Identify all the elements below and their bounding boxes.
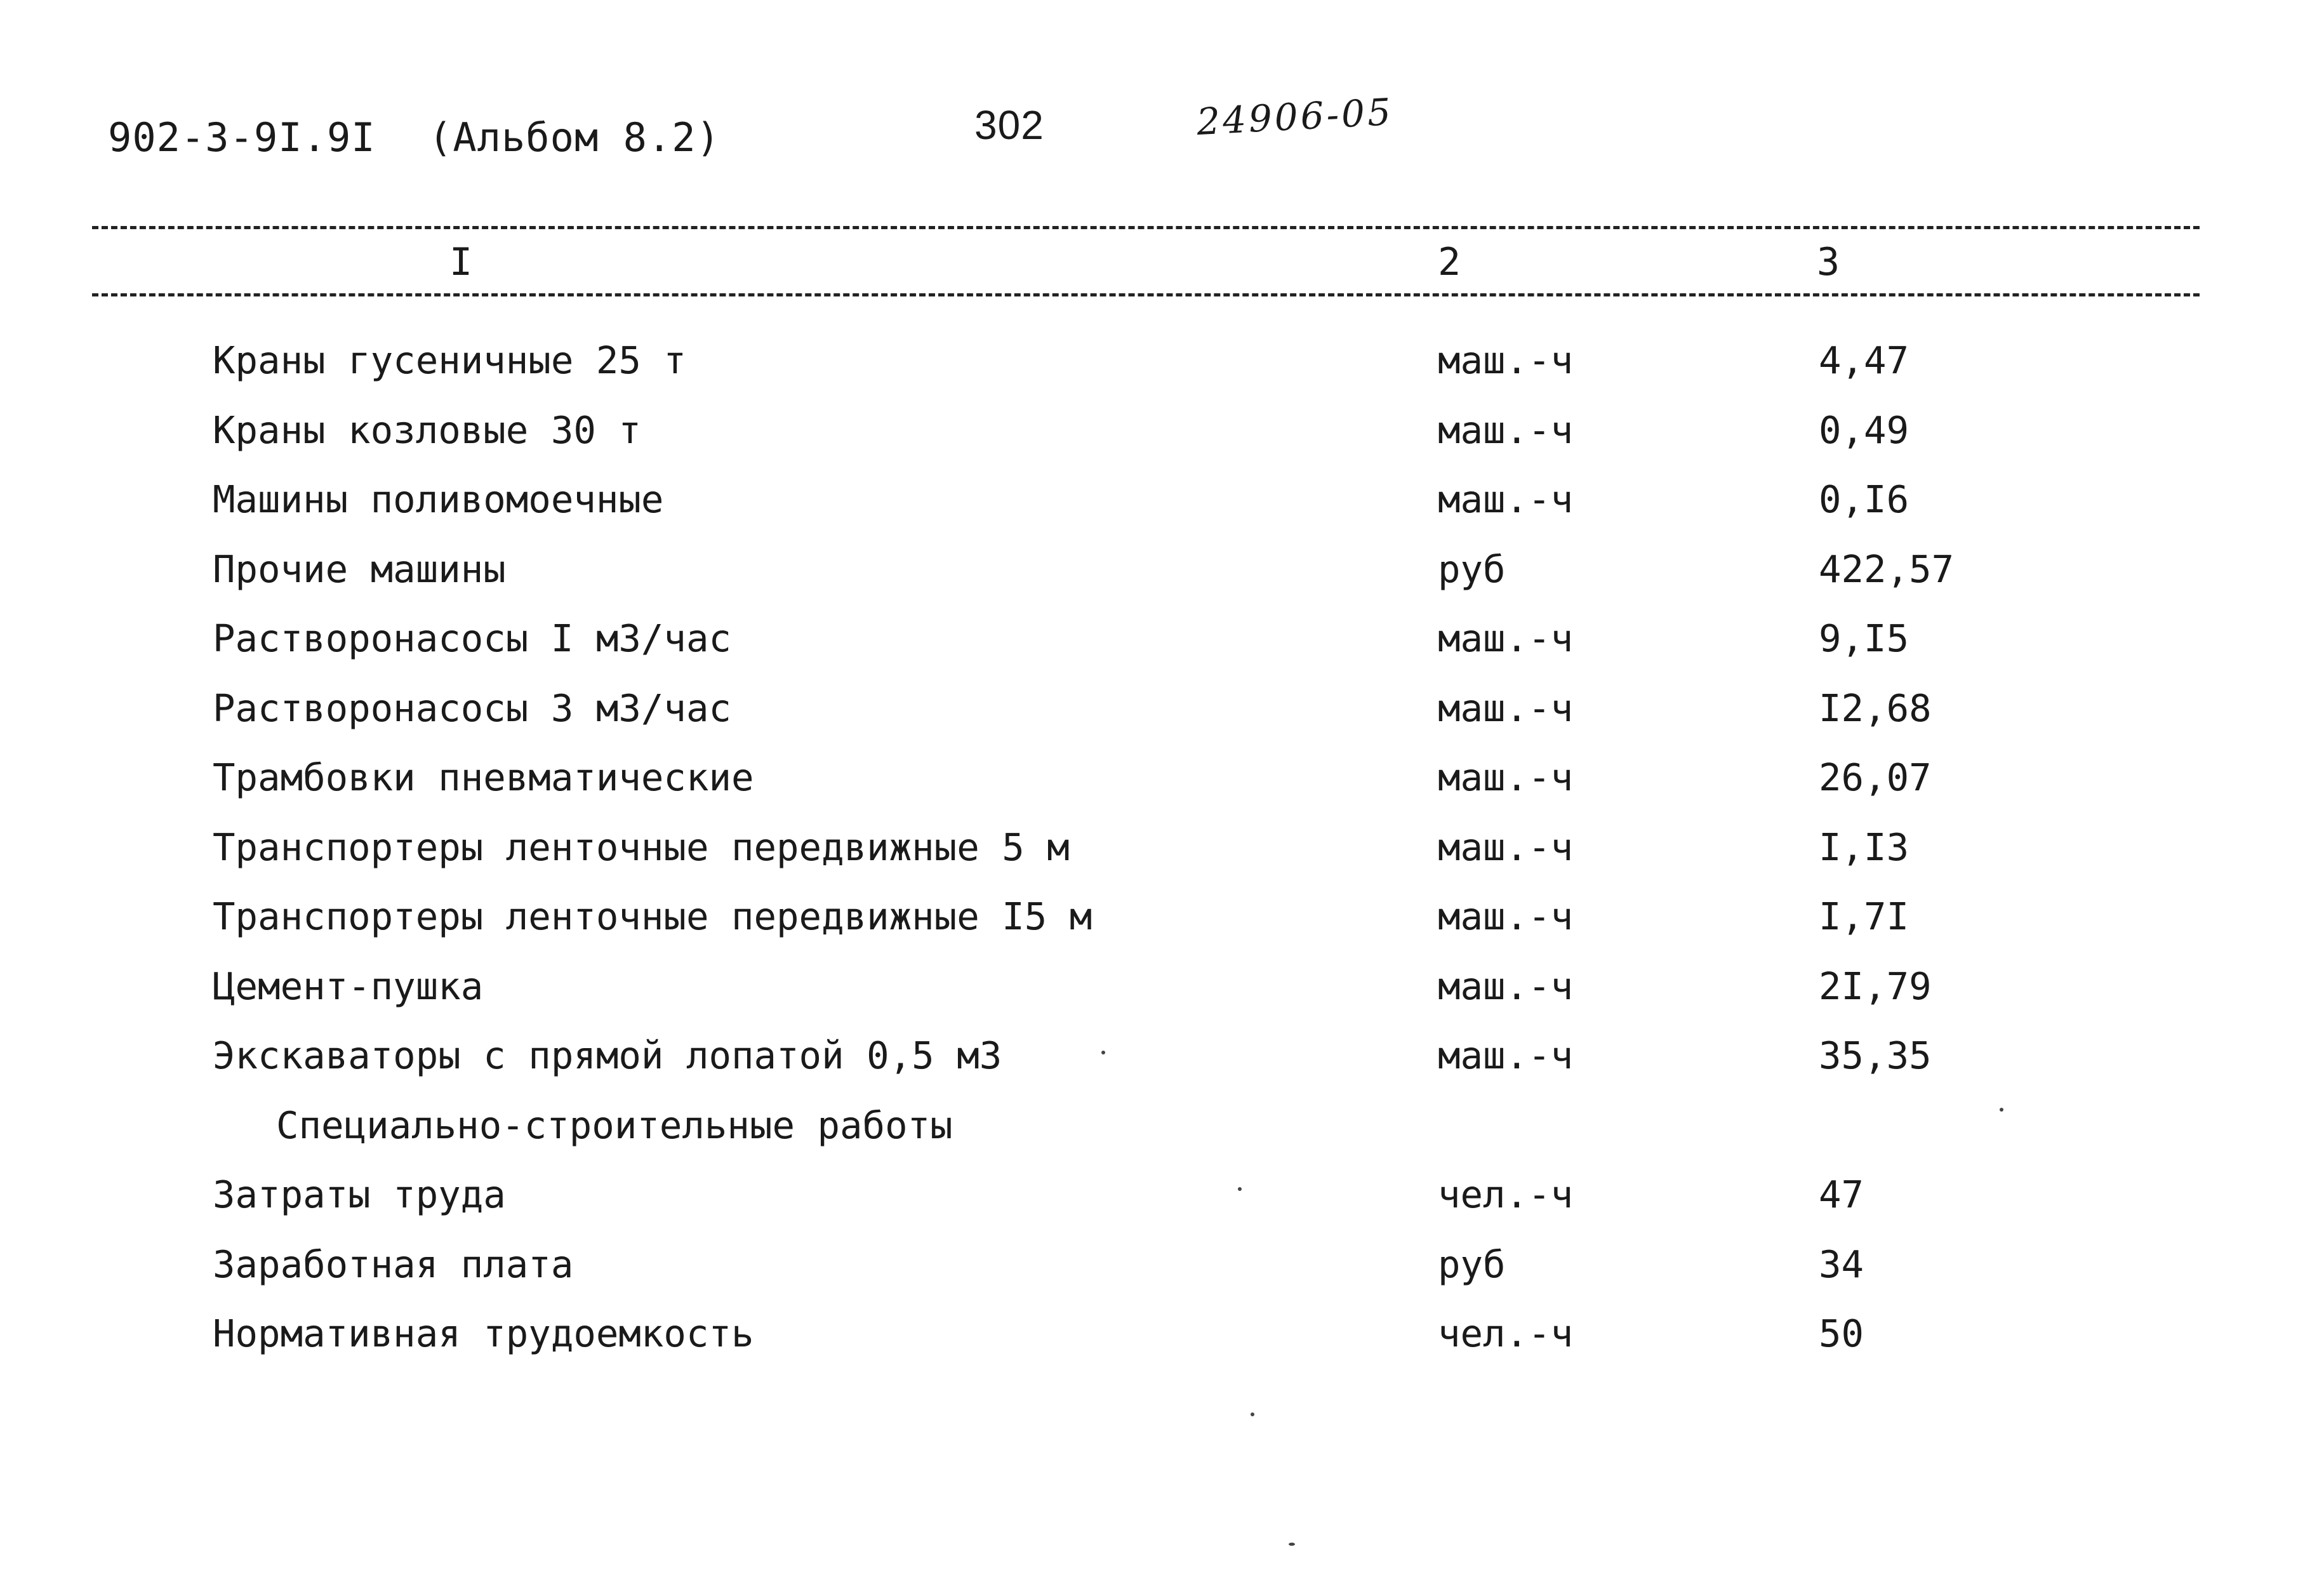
column-header-2: 2	[1438, 240, 1461, 284]
row-name: Транспортеры ленточные передвижные I5 м	[213, 894, 1092, 938]
table-row	[0, 613, 2324, 683]
scan-speck	[1289, 1543, 1295, 1546]
row-value: 9,I5	[1819, 616, 1909, 660]
row-unit: руб	[1438, 1242, 1506, 1286]
row-name: Цемент-пушка	[213, 964, 484, 1008]
table-row	[0, 474, 2324, 544]
row-value: 35,35	[1819, 1033, 1932, 1077]
table-row	[0, 683, 2324, 753]
row-unit: маш.-ч	[1438, 964, 1574, 1008]
row-name: Затраты труда	[213, 1173, 506, 1216]
row-name: Экскаваторы с прямой лопатой 0,5 м3	[213, 1033, 1002, 1077]
row-value: I,I3	[1819, 825, 1909, 869]
table-row	[0, 1239, 2324, 1309]
page-number: 302	[974, 102, 1044, 148]
table-body	[0, 335, 2324, 1378]
row-value: 34	[1819, 1242, 1864, 1286]
row-unit: руб	[1438, 547, 1506, 591]
table-header-rule	[92, 293, 2200, 296]
table-row	[0, 1030, 2324, 1100]
row-value: I,7I	[1819, 894, 1909, 938]
scan-speck	[1101, 1051, 1105, 1054]
row-name: Нормативная трудоемкость	[213, 1312, 754, 1355]
row-unit: маш.-ч	[1438, 477, 1574, 521]
section-subheading-row	[0, 1100, 2324, 1170]
row-unit: маш.-ч	[1438, 408, 1574, 452]
row-name: Растворонасосы 3 м3/час	[213, 686, 731, 730]
album-label: (Альбом 8.2)	[428, 114, 720, 161]
scan-speck	[1251, 1412, 1254, 1416]
row-value: 2I,79	[1819, 964, 1932, 1008]
table-row	[0, 891, 2324, 961]
table-row	[0, 1169, 2324, 1239]
table-row	[0, 405, 2324, 475]
table-row	[0, 752, 2324, 822]
handwritten-code: 24906-05	[1195, 90, 1395, 144]
row-name: Заработная плата	[213, 1242, 574, 1286]
scan-speck	[2000, 1108, 2003, 1112]
row-value: 47	[1819, 1173, 1864, 1216]
column-header-1: I	[449, 240, 473, 284]
row-value: 26,07	[1819, 755, 1932, 799]
scan-speck	[1238, 1187, 1242, 1191]
row-unit: маш.-ч	[1438, 616, 1574, 660]
row-name: Краны гусеничные 25 т	[213, 338, 686, 382]
row-value: 0,I6	[1819, 477, 1909, 521]
row-unit: маш.-ч	[1438, 686, 1574, 730]
row-value: 4,47	[1819, 338, 1909, 382]
row-name: Прочие машины	[213, 547, 506, 591]
column-header-3: 3	[1817, 240, 1840, 284]
row-value: I2,68	[1819, 686, 1932, 730]
section-subheading: Специально-строительные работы	[276, 1103, 953, 1147]
row-unit: маш.-ч	[1438, 825, 1574, 869]
table-row	[0, 1308, 2324, 1378]
row-value: 422,57	[1819, 547, 1955, 591]
row-name: Транспортеры ленточные передвижные 5 м	[213, 825, 1070, 869]
row-unit: маш.-ч	[1438, 894, 1574, 938]
row-unit: чел.-ч	[1438, 1312, 1574, 1355]
row-name: Трамбовки пневматические	[213, 755, 754, 799]
table-row	[0, 335, 2324, 405]
row-value: 0,49	[1819, 408, 1909, 452]
table-row	[0, 961, 2324, 1031]
table-row	[0, 544, 2324, 614]
table-top-rule	[92, 226, 2200, 229]
document-code: 902-3-9I.9I	[108, 114, 376, 161]
row-unit: маш.-ч	[1438, 755, 1574, 799]
row-unit: чел.-ч	[1438, 1173, 1574, 1216]
row-unit: маш.-ч	[1438, 338, 1574, 382]
row-name: Растворонасосы I м3/час	[213, 616, 731, 660]
row-unit: маш.-ч	[1438, 1033, 1574, 1077]
row-value: 50	[1819, 1312, 1864, 1355]
row-name: Машины поливомоечные	[213, 477, 664, 521]
table-row	[0, 822, 2324, 892]
row-name: Краны козловые 30 т	[213, 408, 641, 452]
